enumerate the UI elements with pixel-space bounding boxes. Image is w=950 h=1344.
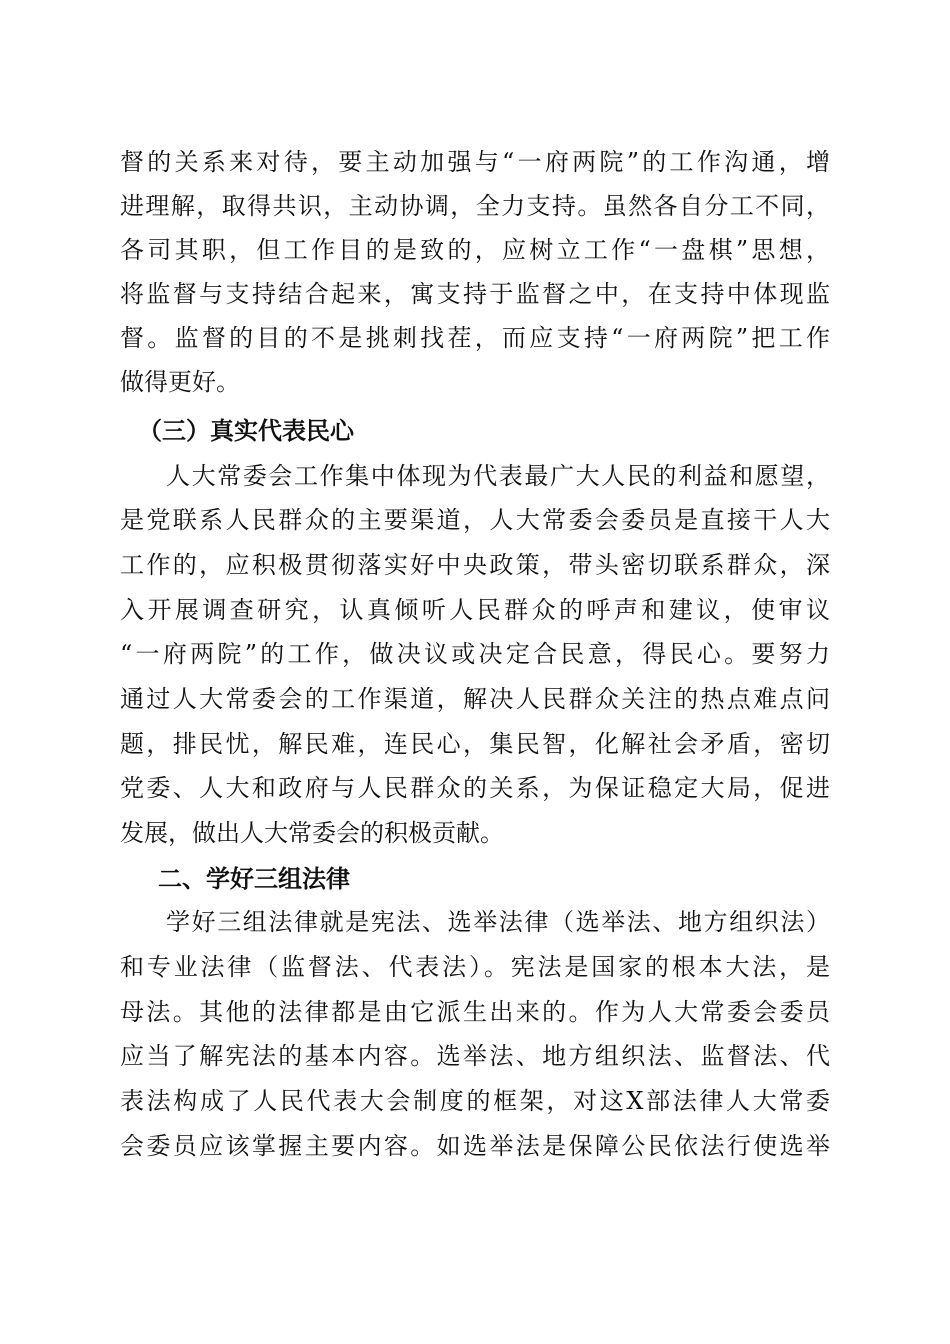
paragraph-line: “一府两院”的工作，做决议或决定合民意，得民心。要努力 — [120, 640, 830, 668]
paragraph-line: 会委员应该掌握主要内容。如选举法是保障公民依法行使选举 — [120, 1132, 830, 1160]
paragraph-line: 表法构成了人民代表大会制度的框架，对这X部法律人大常委 — [120, 1087, 830, 1115]
paragraph-line: 题，排民忧，解民难，连民心，集民智，化解社会矛盾，密切 — [120, 730, 830, 758]
paragraph-line: 做得更好。 — [120, 368, 240, 396]
paragraph-line: 人大常委会工作集中体现为代表最广大人民的利益和愿望， — [166, 462, 830, 490]
paragraph-line: 通过人大常委会的工作渠道，解决人民群众关注的热点难点问 — [120, 685, 830, 713]
paragraph-line: 各司其职，但工作目的是致的，应树立工作“一盘棋”思想， — [120, 236, 830, 264]
paragraph-line: 应当了解宪法的基本内容。选举法、地方组织法、监督法、代 — [120, 1042, 830, 1070]
paragraph-line: 母法。其他的法律都是由它派生出来的。作为人大常委会委员 — [120, 998, 830, 1026]
paragraph-line: 将监督与支持结合起来，寓支持于监督之中，在支持中体现监 — [120, 280, 830, 308]
section-subheading: （三）真实代表民心 — [138, 416, 354, 445]
paragraph-line: 党委、人大和政府与人民群众的关系，为保证稳定大局，促进 — [120, 774, 830, 802]
section-heading: 二、学好三组法律 — [158, 865, 350, 893]
paragraph-line: 学好三组法律就是宪法、选举法律（选举法、地方组织法） — [166, 908, 830, 936]
paragraph-line: 和专业法律（监督法、代表法）。宪法是国家的根本大法，是 — [120, 953, 830, 981]
paragraph-line: 入开展调查研究，认真倾听人民群众的呼声和建议，使审议 — [120, 596, 830, 624]
paragraph-line: 进理解，取得共识，主动协调，全力支持。虽然各自分工不同， — [120, 192, 830, 220]
paragraph-line: 是党联系人民群众的主要渠道，人大常委会委员是直接干人大 — [120, 506, 830, 534]
paragraph-line: 督。监督的目的不是挑刺找茬，而应支持“一府两院”把工作 — [120, 324, 830, 352]
paragraph-line: 工作的，应积极贯彻落实好中央政策，带头密切联系群众，深 — [120, 551, 830, 579]
paragraph-line: 督的关系来对待，要主动加强与“一府两院”的工作沟通，增 — [120, 148, 830, 176]
paragraph-line: 发展，做出人大常委会的积极贡献。 — [120, 819, 504, 847]
